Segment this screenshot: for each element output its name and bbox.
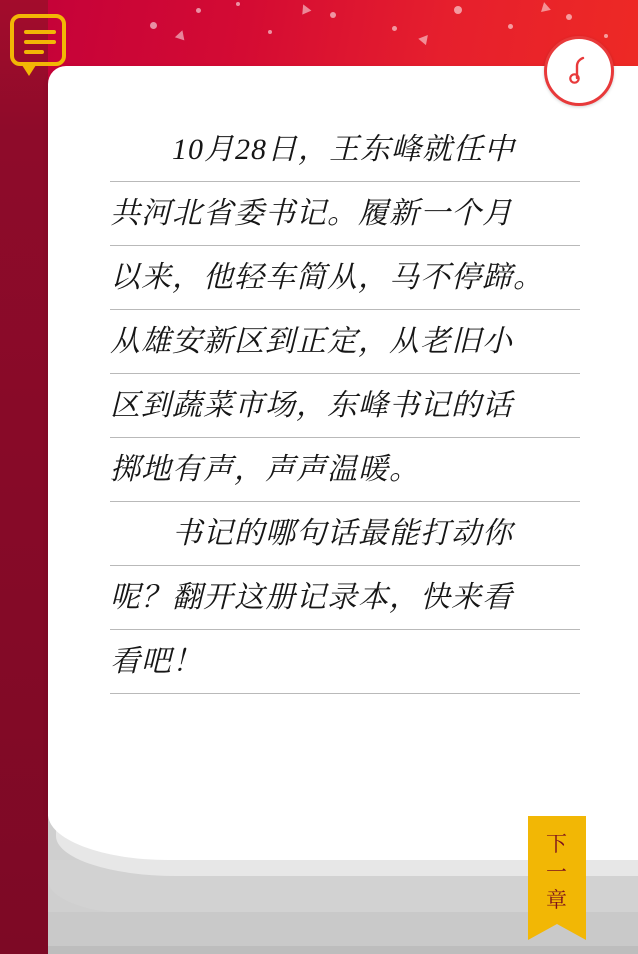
bubble-line-3 <box>24 50 44 54</box>
speech-bubble-icon[interactable] <box>10 14 66 66</box>
article-line: 以来，他轻车简从，马不停蹄。 <box>110 246 580 310</box>
bubble-line-2 <box>24 40 56 44</box>
article-body <box>110 118 580 758</box>
article-line: 10月28日，王东峰就任中 <box>110 118 580 182</box>
next-chapter-ribbon-body[interactable] <box>528 816 586 924</box>
next-chapter-char: 下 <box>546 832 568 856</box>
next-chapter-ribbon[interactable] <box>528 816 586 940</box>
audio-note-icon <box>567 56 591 86</box>
article-line: 书记的哪句话最能打动你 <box>110 502 580 566</box>
speech-bubble-tail-icon <box>20 62 38 76</box>
article-line-blank <box>110 694 580 758</box>
article-line: 区到蔬菜市场，东峰书记的话 <box>110 374 580 438</box>
article-line: 共河北省委书记。履新一个月 <box>110 182 580 246</box>
article-line: 呢？翻开这册记录本，快来看 <box>110 566 580 630</box>
article-line: 掷地有声，声声温暖。 <box>110 438 580 502</box>
article-line: 看吧！ <box>110 630 580 694</box>
ribbon-notch <box>528 924 586 940</box>
next-chapter-char: 一 <box>546 860 568 884</box>
paper-card <box>48 66 638 816</box>
left-rail-gradient <box>0 0 48 954</box>
audio-note-button[interactable] <box>544 36 614 106</box>
article-line: 从雄安新区到正定，从老旧小 <box>110 310 580 374</box>
left-red-rail <box>0 0 48 954</box>
bubble-line-1 <box>24 30 56 34</box>
bottom-edge-line <box>48 946 638 954</box>
next-chapter-char: 章 <box>546 888 568 912</box>
